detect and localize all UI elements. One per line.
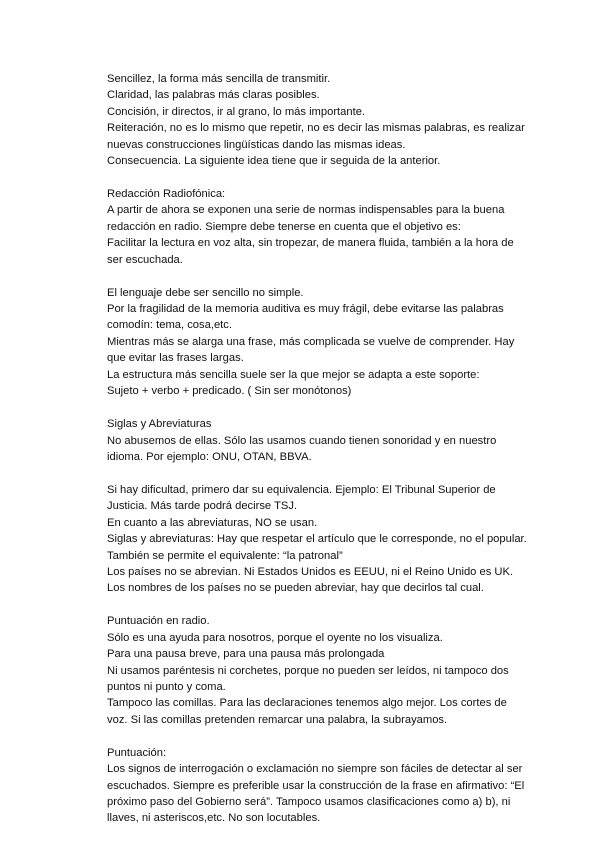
paragraph-gap [107, 268, 547, 285]
section-heading: Puntuación: [107, 746, 167, 759]
section-heading: Redacción Radiofónica: [107, 188, 226, 201]
text-line: Los países no se abrevian. Ni Estados Unidos es EEUU, ni el Reino Unido es UK. [107, 565, 514, 578]
text-line: Si hay dificultad, primero dar su equivalencia. Ejemplo: El Tribunal Superior de [107, 483, 496, 496]
text-line: Facilitar la lectura en voz alta, sin tropezar, de manera fluida, también a la hora de [107, 237, 514, 250]
document-page [107, 71, 547, 827]
paragraph-gap [107, 169, 547, 186]
paragraph-gap [107, 465, 547, 482]
text-line: El lenguaje debe ser sencillo no simple. [107, 286, 304, 299]
text-line: Justicia. Más tarde podrá decirse TSJ. [107, 500, 298, 513]
section-puntuacion [107, 745, 547, 827]
section-heading: Siglas y Abreviaturas [107, 418, 212, 431]
text-line: Siglas y abreviaturas: Hay que respetar el artículo que le corresponde, no el popular. [107, 533, 527, 546]
text-line: Por la fragilidad de la memoria auditiva es muy frágil, debe evitarse las palabras [107, 303, 504, 316]
text-line: No abusemos de ellas. Sólo las usamos cuando tienen sonoridad y en nuestro [107, 434, 497, 447]
text-line: A partir de ahora se exponen una serie de normas indispensables para la buena [107, 204, 505, 217]
text-line: Tampoco las comillas. Para las declaraciones tenemos algo mejor. Los cortes de [107, 697, 507, 710]
text-line: Reiteración, no es lo mismo que repetir, no es decir las mismas palabras, es realizar [107, 122, 525, 135]
paragraph-gap [107, 400, 547, 417]
text-line: redacción en radio. Siempre debe tenerse en cuenta que el objetivo es: [107, 220, 461, 233]
text-line: Consecuencia. La siguiente idea tiene que ir seguida de la anterior. [107, 155, 441, 168]
text-line: que evitar las frases largas. [107, 352, 244, 365]
text-line: Concisión, ir directos, ir al grano, lo más importante. [107, 105, 366, 118]
text-line: escuchados. Siempre es preferible usar la construcción de la frase en afirmativo: “El [107, 779, 525, 792]
text-line: Ni usamos paréntesis ni corchetes, porque no pueden ser leídos, ni tampoco dos [107, 664, 509, 677]
text-line: Sencillez, la forma más sencilla de transmitir. [107, 73, 331, 85]
text-line: nuevas construcciones lingüísticas dando las mismas ideas. [107, 138, 406, 151]
text-line: voz. Si las comillas pretenden remarcar una palabra, la subrayamos. [107, 713, 448, 726]
text-line: Sujeto + verbo + predicado. ( Sin ser monótonos) [107, 385, 352, 398]
text-line: ser escuchada. [107, 253, 183, 266]
text-line: Los signos de interrogación o exclamación no siempre son fáciles de detectar al ser [107, 763, 523, 776]
text-line: Mientras más se alarga una frase, más complicada se vuelve de comprender. Hay [107, 335, 515, 348]
text-line: llaves, ni asteriscos,etc. No son locutables. [107, 812, 321, 825]
text-line: puntos ni punto y coma. [107, 680, 226, 693]
text-line: Sólo es una ayuda para nosotros, porque el oyente no los visualiza. [107, 631, 443, 644]
section-heading: Puntuación en radio. [107, 615, 210, 628]
text-line: comodín: tema, cosa,etc. [107, 319, 232, 332]
text-line: Claridad, las palabras más claras posibles. [107, 89, 320, 102]
section-puntuacion-radio [107, 613, 547, 728]
section-lenguaje [107, 285, 547, 400]
paragraph-gap [107, 597, 547, 614]
text-line: Los nombres de los países no se pueden abreviar, hay que decirlos tal cual. [107, 582, 484, 595]
text-line: próximo paso del Gobierno será”. Tampoco usamos clasificaciones como a) b), ni [107, 796, 511, 808]
section-principles [107, 71, 547, 169]
text-line: También se permite el equivalente: “la patronal” [107, 549, 343, 562]
text-line: En cuanto a las abreviaturas, NO se usan. [107, 516, 318, 529]
paragraph-gap [107, 728, 547, 745]
text-line: Para una pausa breve, para una pausa más prolongada [107, 648, 385, 661]
section-siglas [107, 416, 547, 465]
section-redaccion-radiofonica [107, 186, 547, 268]
text-line: La estructura más sencilla suele ser la que mejor se adapta a este soporte: [107, 368, 480, 381]
section-equivalencia [107, 482, 547, 597]
text-line: idioma. Por ejemplo: ONU, OTAN, BBVA. [107, 450, 312, 463]
